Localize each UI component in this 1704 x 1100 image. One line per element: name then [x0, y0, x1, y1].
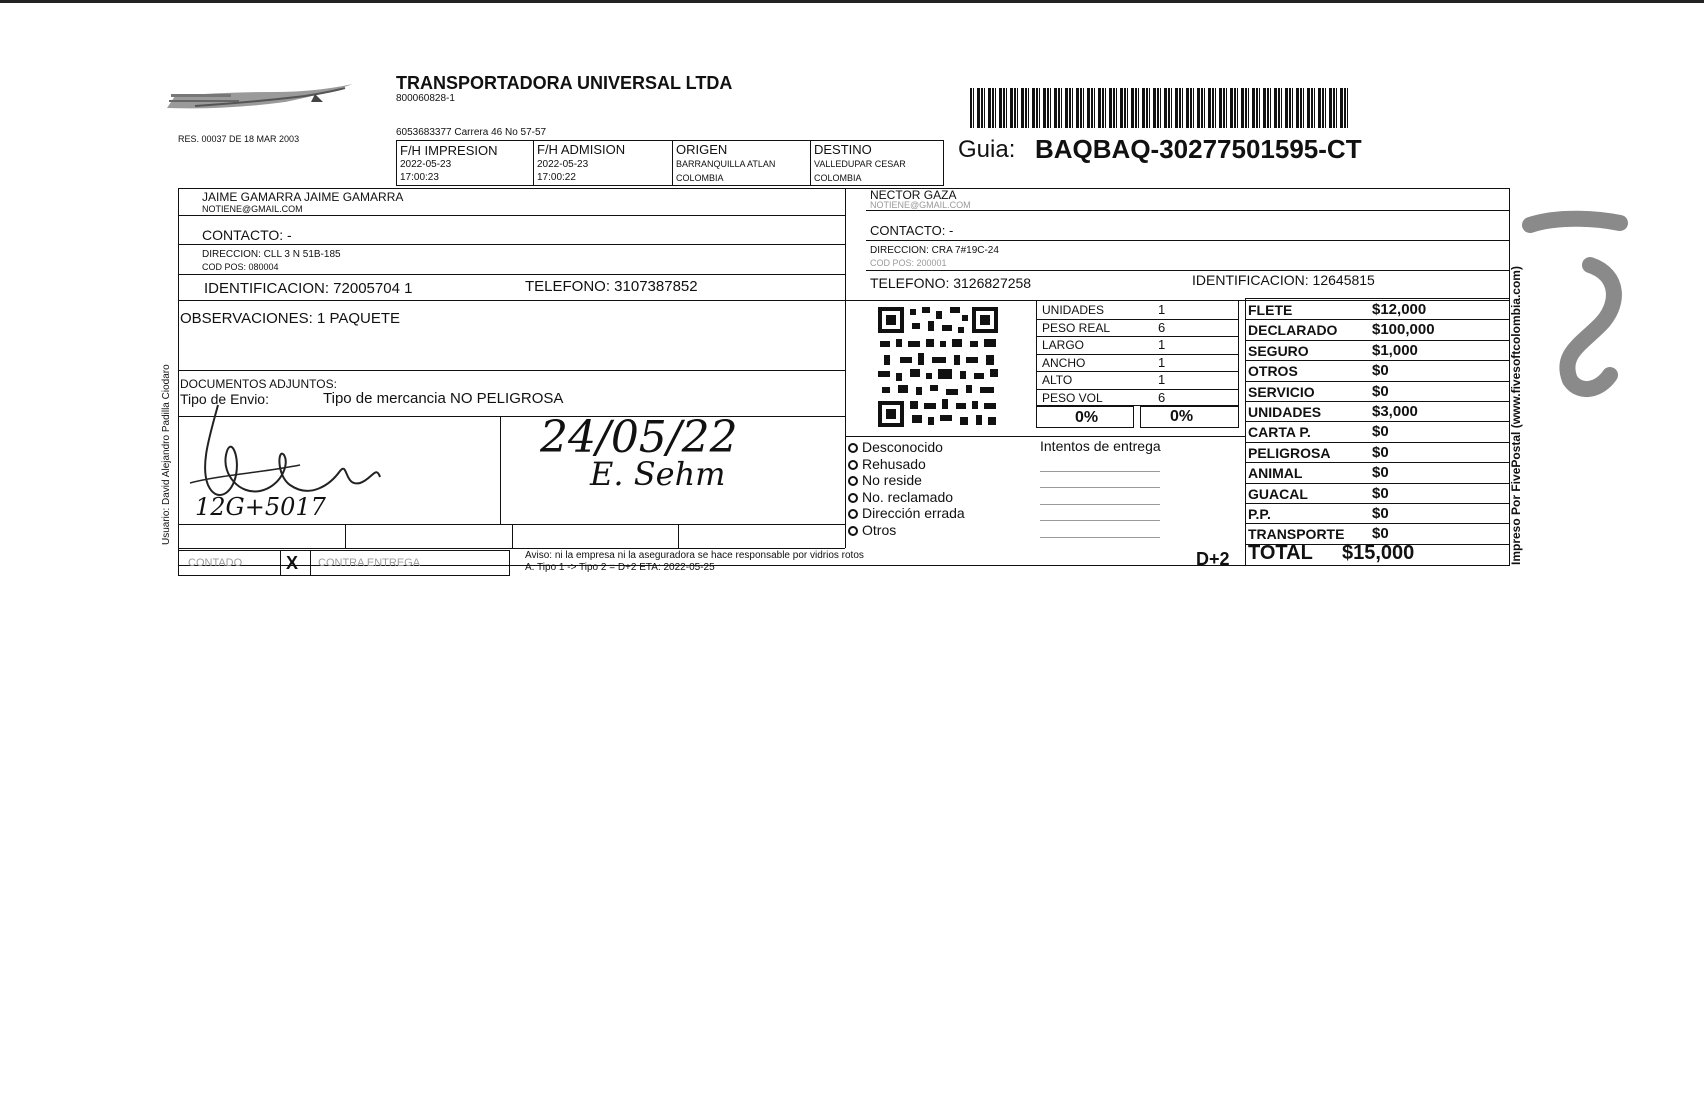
handwritten-mark: [1520, 205, 1630, 405]
recipient-address: DIRECCION: CRA 7#19C-24: [870, 245, 999, 256]
delivery-reason: [848, 506, 965, 520]
recipient-phone: TELEFONO: 3126827258: [870, 275, 1032, 291]
delivery-reason: [848, 490, 953, 504]
cost-value: $0: [1372, 525, 1389, 543]
costs-row-divider: [1245, 483, 1510, 484]
print-time: 17:00:23: [400, 172, 439, 183]
costs-row-divider: [1245, 442, 1510, 443]
measures-row-divider: [1036, 319, 1239, 320]
measure-value: 1: [1158, 372, 1166, 388]
cost-label: OTROS: [1248, 363, 1298, 380]
destination-country: COLOMBIA: [814, 173, 862, 183]
attempt-line: [1040, 471, 1160, 472]
percent-a: 0%: [1075, 409, 1099, 426]
delivery-reason: [848, 473, 922, 487]
cost-value: $0: [1372, 505, 1389, 522]
delivery-attempts-label: Intentos de entrega: [1040, 438, 1161, 454]
recipient-identification: IDENTIFICACION: 12645815: [1192, 272, 1375, 288]
reason-label: No. reclamado: [862, 488, 954, 505]
attempt-line: [1040, 537, 1160, 538]
company-logo: [165, 80, 355, 116]
delivery-reason: [848, 457, 926, 471]
costs-row-divider: [1245, 421, 1510, 422]
handwritten-name: E. Sehm: [590, 455, 726, 493]
destination-label: DESTINO: [814, 142, 872, 157]
sender-postal: COD POS: 080004: [202, 262, 279, 272]
cost-value: $0: [1372, 362, 1389, 380]
origin-country: COLOMBIA: [676, 173, 724, 183]
eta-text: A. Tipo 1 -> Tipo 2 = D+2 ETA: 2022-05-25: [525, 562, 715, 573]
merchandise-type: Tipo de mercancia NO PELIGROSA: [323, 390, 564, 407]
side-printed-by: Impreso Por FivePostal (www.fivesoftcolombia.com): [1509, 266, 1523, 565]
measures-row-divider: [1036, 371, 1239, 372]
destination-city: VALLEDUPAR CESAR: [814, 159, 906, 169]
cost-value: $100,000: [1372, 321, 1435, 339]
reason-radio-icon[interactable]: [848, 509, 858, 519]
sender-phone: TELEFONO: 3107387852: [525, 278, 698, 295]
costs-row-divider: [1245, 360, 1510, 361]
cost-label: FLETE: [1248, 302, 1293, 318]
reason-radio-icon[interactable]: [848, 460, 858, 470]
costs-row-divider: [1245, 319, 1510, 320]
cost-label: ANIMAL: [1248, 465, 1303, 482]
delivery-reason: [848, 440, 943, 454]
measure-value: 6: [1158, 390, 1166, 405]
reason-radio-icon[interactable]: [848, 493, 858, 503]
measure-label: LARGO: [1042, 338, 1085, 353]
barcode: [970, 88, 1348, 128]
measure-value: 6: [1158, 319, 1166, 335]
delivery-days: D+2: [1196, 549, 1230, 569]
reason-radio-icon[interactable]: [848, 526, 858, 536]
attempt-line: [1040, 487, 1160, 488]
cost-label: CARTA P.: [1248, 424, 1311, 441]
measure-value: 1: [1158, 337, 1166, 353]
costs-row-divider: [1245, 503, 1510, 504]
reason-radio-icon[interactable]: [848, 476, 858, 486]
side-user: Usuario: David Alejandro Padilla Ciodaro: [161, 364, 172, 545]
measure-value: 1: [1158, 302, 1166, 317]
scan-top-edge: [0, 0, 1704, 3]
costs-row-divider: [1245, 462, 1510, 463]
costs-row-divider: [1245, 381, 1510, 382]
cost-label: PELIGROSA: [1248, 444, 1331, 461]
cost-value: $0: [1372, 464, 1389, 482]
company-name: TRANSPORTADORA UNIVERSAL LTDA: [396, 73, 733, 93]
attempt-line: [1040, 504, 1160, 505]
cost-value: $0: [1372, 382, 1389, 400]
cost-value: $0: [1372, 423, 1389, 441]
company-phone-address: 6053683377 Carrera 46 No 57-57: [396, 127, 547, 138]
measure-label: UNIDADES: [1042, 303, 1105, 317]
cost-label: SEGURO: [1248, 342, 1309, 359]
admission-time: 17:00:22: [537, 172, 576, 183]
recipient-name: NECTOR GAZA: [870, 188, 957, 202]
measures-row-divider: [1036, 389, 1239, 390]
qr-code: [876, 305, 1000, 429]
reason-radio-icon[interactable]: [848, 443, 858, 453]
delivery-reason: [848, 523, 896, 537]
sender-email: NOTIENE@GMAIL.COM: [202, 204, 303, 214]
cost-value: $0: [1372, 443, 1389, 461]
shipment-type-label: Tipo de Envio:: [180, 391, 269, 407]
reason-label: Desconocido: [862, 439, 943, 455]
print-date: 2022-05-23: [400, 159, 452, 170]
cost-value: $0: [1372, 484, 1389, 502]
reason-label: Dirección errada: [862, 505, 965, 521]
reason-label: Otros: [862, 521, 897, 538]
sender-identification: IDENTIFICACION: 72005704 1: [204, 280, 413, 297]
cost-label: P.P.: [1248, 506, 1271, 522]
company-nit: 800060828-1: [396, 93, 455, 104]
cost-label: SERVICIO: [1248, 383, 1315, 400]
measure-label: ANCHO: [1042, 355, 1086, 370]
sender-contact: CONTACTO: -: [202, 227, 292, 243]
guide-label: Guia:: [958, 136, 1016, 163]
company-resolution: RES. 00037 DE 18 MAR 2003: [178, 134, 300, 144]
recipient-email: NOTIENE@GMAIL.COM: [870, 200, 971, 210]
contado-mark: X: [286, 553, 299, 573]
measure-label: PESO VOL: [1042, 391, 1103, 405]
reason-label: Rehusado: [862, 455, 926, 472]
recipient-postal: COD POS: 200001: [870, 258, 947, 268]
total-value: $15,000: [1342, 542, 1415, 564]
measure-value: 1: [1158, 354, 1166, 370]
admission-date: 2022-05-23: [537, 159, 589, 170]
cost-label: DECLARADO: [1248, 322, 1338, 339]
measures-row-divider: [1036, 354, 1239, 355]
costs-row-divider: [1245, 340, 1510, 341]
print-label: F/H IMPRESION: [400, 143, 498, 158]
reason-label: No reside: [862, 472, 922, 488]
total-label: TOTAL: [1248, 542, 1313, 564]
cost-value: $3,000: [1372, 403, 1418, 420]
admission-label: F/H ADMISION: [537, 142, 626, 157]
origin-city: BARRANQUILLA ATLAN: [676, 159, 776, 169]
origin-label: ORIGEN: [676, 142, 728, 157]
recipient-contact: CONTACTO: -: [870, 223, 954, 238]
measures-row-divider: [1036, 336, 1239, 337]
guide-number: BAQBAQ-30277501595-CT: [1035, 134, 1362, 164]
measure-label: PESO REAL: [1042, 320, 1111, 335]
documents-attached: DOCUMENTOS ADJUNTOS:: [180, 377, 337, 391]
percent-b: 0%: [1170, 408, 1194, 425]
costs-row-divider: [1245, 401, 1510, 402]
sender-address: DIRECCION: CLL 3 N 51B-185: [202, 249, 341, 260]
sender-name: JAIME GAMARRA JAIME GAMARRA: [202, 190, 404, 204]
cost-label: GUACAL: [1248, 485, 1308, 502]
cost-value: $12,000: [1372, 301, 1427, 318]
costs-row-divider: [1245, 523, 1510, 524]
cost-value: $1,000: [1372, 341, 1418, 359]
handwritten-code: 12G+5017: [195, 493, 326, 521]
cost-label: TRANSPORTE: [1248, 526, 1345, 543]
observations: OBSERVACIONES: 1 PAQUETE: [180, 310, 401, 327]
contado-label: CONTADO: [188, 557, 243, 569]
contra-entrega-label: CONTRA ENTREGA: [318, 557, 421, 569]
attempt-line: [1040, 520, 1160, 521]
notice-text: Aviso: ni la empresa ni la aseguradora se hace responsable por vidrios rotos: [525, 550, 864, 561]
handwritten-date: 24/05/22: [540, 412, 738, 463]
measure-label: ALTO: [1042, 373, 1073, 388]
cost-label: UNIDADES: [1248, 404, 1322, 420]
